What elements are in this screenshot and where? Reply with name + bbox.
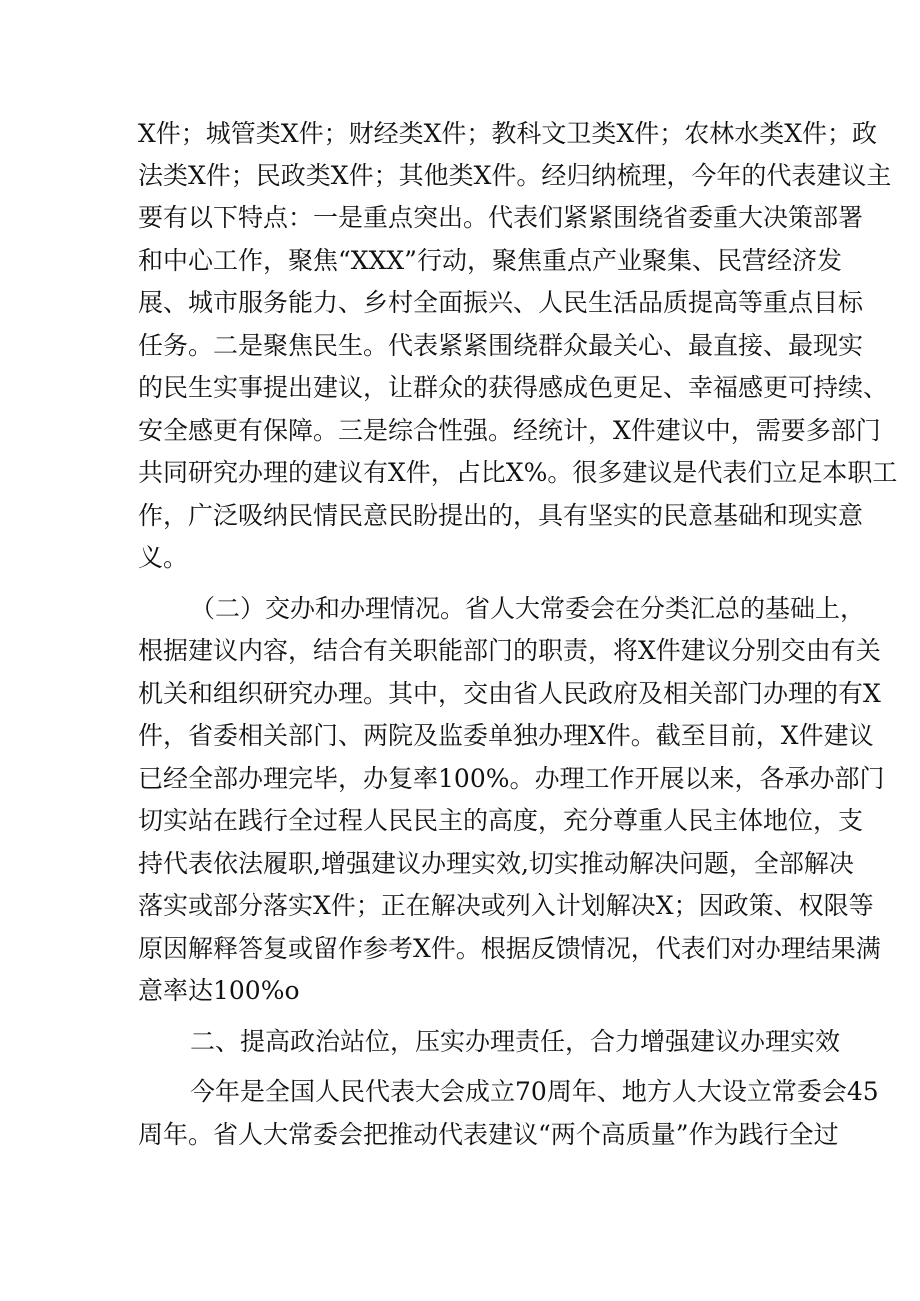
paragraph-line: 要有以下特点：一是重点突出。代表们紧紧围绕省委重大决策部署	[138, 203, 864, 232]
section-heading: 二、提高政治站位，压实办理责任，合力增强建议办理实效	[190, 1027, 841, 1056]
paragraph-line: X件；城管类X件；财经类X件；教科文卫类X件；农林水类X件；政	[138, 119, 877, 148]
paragraph-line: 任务。二是聚焦民生。代表紧紧围绕群众最关心、最直接、最现实	[138, 331, 864, 360]
paragraph-line: 原因解释答复或留作参考X件。根据反馈情况，代表们对办理结果满	[138, 934, 881, 963]
paragraph-line: 持代表依法履职,增强建议办理实效,切实推动解决问题，全部解决	[138, 849, 854, 878]
paragraph-line: 展、城市服务能力、乡村全面振兴、人民生活品质提高等重点目标	[138, 288, 864, 317]
paragraph-line: 作，广泛吸纳民情民意民盼提出的，具有坚实的民意基础和现实意	[138, 501, 864, 530]
paragraph-line: 周年。省人大常委会把推动代表建议“两个高质量”作为践行全过	[138, 1120, 839, 1149]
paragraph-line: 安全感更有保障。三是综合性强。经统计，X件建议中，需要多部门	[138, 416, 881, 445]
paragraph-line: 已经全部办理完毕，办复率100%。办理工作开展以来，各承办部门	[138, 764, 885, 793]
paragraph-line: 落实或部分落实X件；正在解决或列入计划解决X；因政策、权限等	[138, 891, 874, 920]
paragraph-line: 件，省委相关部门、两院及监委单独办理X件。截至目前，X件建议	[138, 721, 874, 750]
paragraph-line: 今年是全国人民代表大会成立70周年、地方人大设立常委会45	[190, 1077, 879, 1106]
paragraph-line: 和中心工作，聚焦“XXX”行动，聚焦重点产业聚集、民营经济发	[138, 246, 842, 275]
paragraph-line: （二）交办和办理情况。省人大常委会在分类汇总的基础上，	[190, 594, 866, 623]
paragraph-line: 机关和组织研究办理。其中，交由省人民政府及相关部门办理的有X	[138, 679, 881, 708]
paragraph-line: 共同研究办理的建议有X件，占比X%。很多建议是代表们立足本职工	[138, 458, 898, 487]
paragraph-line: 法类X件；民政类X件；其他类X件。经归纳梳理，今年的代表建议主	[138, 161, 892, 190]
paragraph-line: 切实站在践行全过程人民民主的高度，充分尊重人民主体地位，支	[138, 806, 864, 835]
paragraph-line: 意率达100%o	[138, 976, 300, 1005]
paragraph-line: 根据建议内容，结合有关职能部门的职责，将X件建议分别交由有关	[138, 636, 881, 665]
paragraph-line: 的民生实事提出建议，让群众的获得感成色更足、幸福感更可持续、	[138, 373, 889, 402]
paragraph-line: 义。	[138, 543, 189, 572]
